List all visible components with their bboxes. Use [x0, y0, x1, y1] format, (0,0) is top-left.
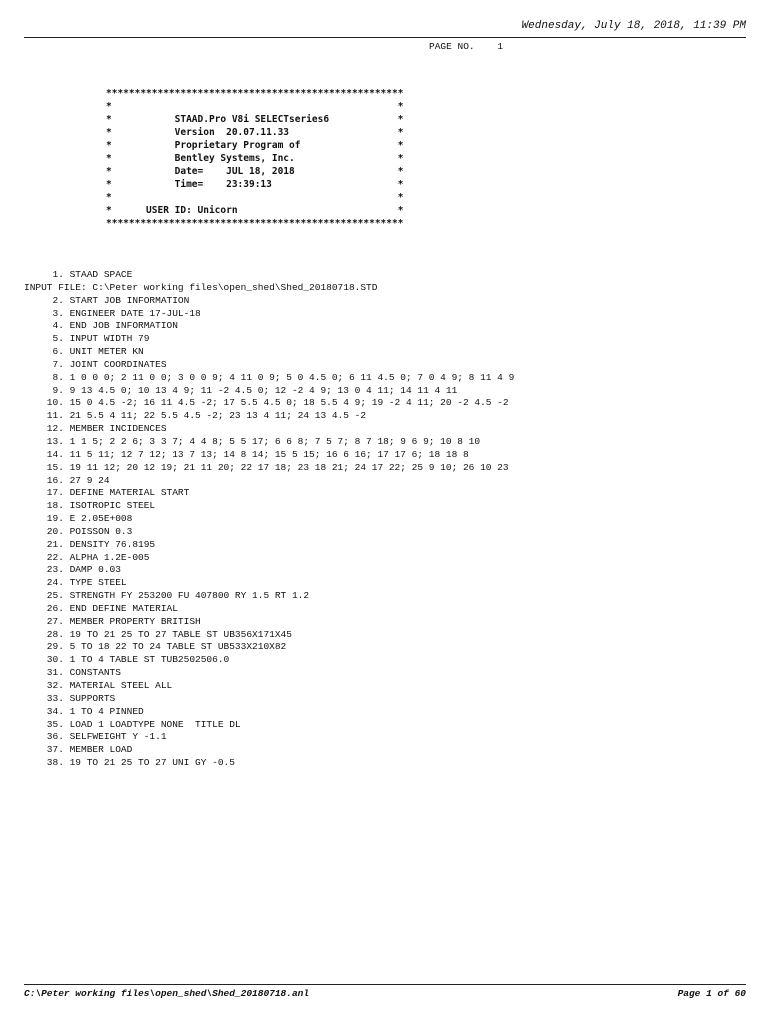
listing-line: 18. ISOTROPIC STEEL: [24, 500, 156, 512]
listing-line: 35. LOAD 1 LOADTYPE NONE TITLE DL: [24, 718, 241, 730]
banner-line: * *: [106, 100, 404, 112]
listing-line: 32. MATERIAL STEEL ALL: [24, 680, 173, 691]
listing-line: 20. POISSON 0.3: [24, 525, 133, 537]
listing-line: 5. INPUT WIDTH 79: [24, 333, 150, 345]
listing-line: 19. E 2.05E+008: [24, 513, 133, 525]
listing-line: 15. 19 11 12; 20 12 19; 21 11 20; 22 17 18; 23 18 21; 24 17 22; 25 9 10; 26 10 23: [24, 461, 509, 473]
listing-line: 22. ALPHA 1.2E-005: [24, 551, 150, 563]
banner-line: * Time= 23:39:13 *: [106, 178, 404, 190]
listing-line: 38. 19 TO 21 25 TO 27 UNI GY -0.5: [24, 757, 235, 769]
listing-line: 36. SELFWEIGHT Y -1.1: [24, 731, 167, 743]
listing-line: 26. END DEFINE MATERIAL: [24, 602, 178, 614]
listing-line: INPUT FILE: C:\Peter working files\open_shed\Shed_20180718.STD: [24, 281, 378, 293]
banner-line: * Bentley Systems, Inc. *: [106, 152, 404, 164]
banner-line: * Proprietary Program of *: [106, 139, 404, 151]
listing-line: 9. 9 13 4.5 0; 10 13 4 9; 11 -2 4.5 0; 12 -2 4 9; 13 0 4 11; 14 11 4 11: [24, 384, 458, 396]
banner-line: * USER ID: Unicorn *: [106, 204, 404, 216]
banner-line: ****************************************************: [106, 88, 404, 99]
listing-line: 11. 21 5.5 4 11; 22 5.5 4.5 -2; 23 13 4 11; 24 13 4.5 -2: [24, 410, 367, 422]
listing-line: 7. JOINT COORDINATES: [24, 358, 167, 370]
listing-line: 4. END JOB INFORMATION: [24, 320, 178, 332]
listing-line: 1. STAAD SPACE: [24, 269, 133, 280]
listing-line: 25. STRENGTH FY 253200 FU 407800 RY 1.5 RT 1.2: [24, 590, 310, 602]
listing-line: 2. START JOB INFORMATION: [24, 294, 190, 306]
page-number: PAGE NO. 1: [429, 41, 504, 52]
header-divider: [24, 37, 746, 38]
listing-line: 24. TYPE STEEL: [24, 577, 127, 589]
listing-line: 23. DAMP 0.03: [24, 564, 121, 576]
listing-line: 12. MEMBER INCIDENCES: [24, 423, 167, 435]
listing-line: 21. DENSITY 76.8195: [24, 538, 156, 550]
banner-line: * Version 20.07.11.33 *: [106, 126, 404, 138]
banner-line: * Date= JUL 18, 2018 *: [106, 165, 404, 177]
footer-file-path: C:\Peter working files\open_shed\Shed_20180718.anl: [24, 988, 310, 999]
footer-page-count: Page 1 of 60: [677, 988, 746, 999]
listing-line: 6. UNIT METER KN: [24, 346, 144, 358]
banner-line: * *: [106, 191, 404, 203]
listing-line: 30. 1 TO 4 TABLE ST TUB2502506.0: [24, 654, 230, 666]
listing-line: 3. ENGINEER DATE 17-JUL-18: [24, 307, 201, 319]
listing-line: 37. MEMBER LOAD: [24, 744, 133, 756]
listing-line: 29. 5 TO 18 22 TO 24 TABLE ST UB533X210X82: [24, 641, 287, 653]
listing-line: 28. 19 TO 21 25 TO 27 TABLE ST UB356X171X45: [24, 628, 292, 640]
footer-divider: [24, 984, 746, 985]
listing-line: 10. 15 0 4.5 -2; 16 11 4.5 -2; 17 5.5 4.5 0; 18 5.5 4 9; 19 -2 4 11; 20 -2 4.5 -2: [24, 397, 509, 409]
listing-line: 34. 1 TO 4 PINNED: [24, 705, 144, 717]
banner-line: ****************************************************: [106, 217, 404, 229]
listing-line: 14. 11 5 11; 12 7 12; 13 7 13; 14 8 14; 15 5 15; 16 6 16; 17 17 6; 18 18 8: [24, 448, 469, 460]
listing-line: 13. 1 1 5; 2 2 6; 3 3 7; 4 4 8; 5 5 17; 6 6 8; 7 5 7; 8 7 18; 9 6 9; 10 8 10: [24, 435, 481, 447]
input-listing: [24, 269, 514, 770]
report-datetime: Wednesday, July 18, 2018, 11:39 PM: [521, 20, 746, 32]
listing-line: 8. 1 0 0 0; 2 11 0 0; 3 0 0 9; 4 11 0 9; 5 0 4.5 0; 6 11 4.5 0; 7 0 4 9; 8 11 4 9: [24, 371, 515, 383]
listing-line: 31. CONSTANTS: [24, 667, 121, 679]
listing-line: 17. DEFINE MATERIAL START: [24, 487, 190, 499]
listing-line: 16. 27 9 24: [24, 474, 110, 486]
listing-line: 27. MEMBER PROPERTY BRITISH: [24, 615, 201, 627]
program-banner: [106, 88, 403, 230]
listing-line: 33. SUPPORTS: [24, 692, 116, 704]
banner-line: * STAAD.Pro V8i SELECTseries6 *: [106, 113, 404, 125]
